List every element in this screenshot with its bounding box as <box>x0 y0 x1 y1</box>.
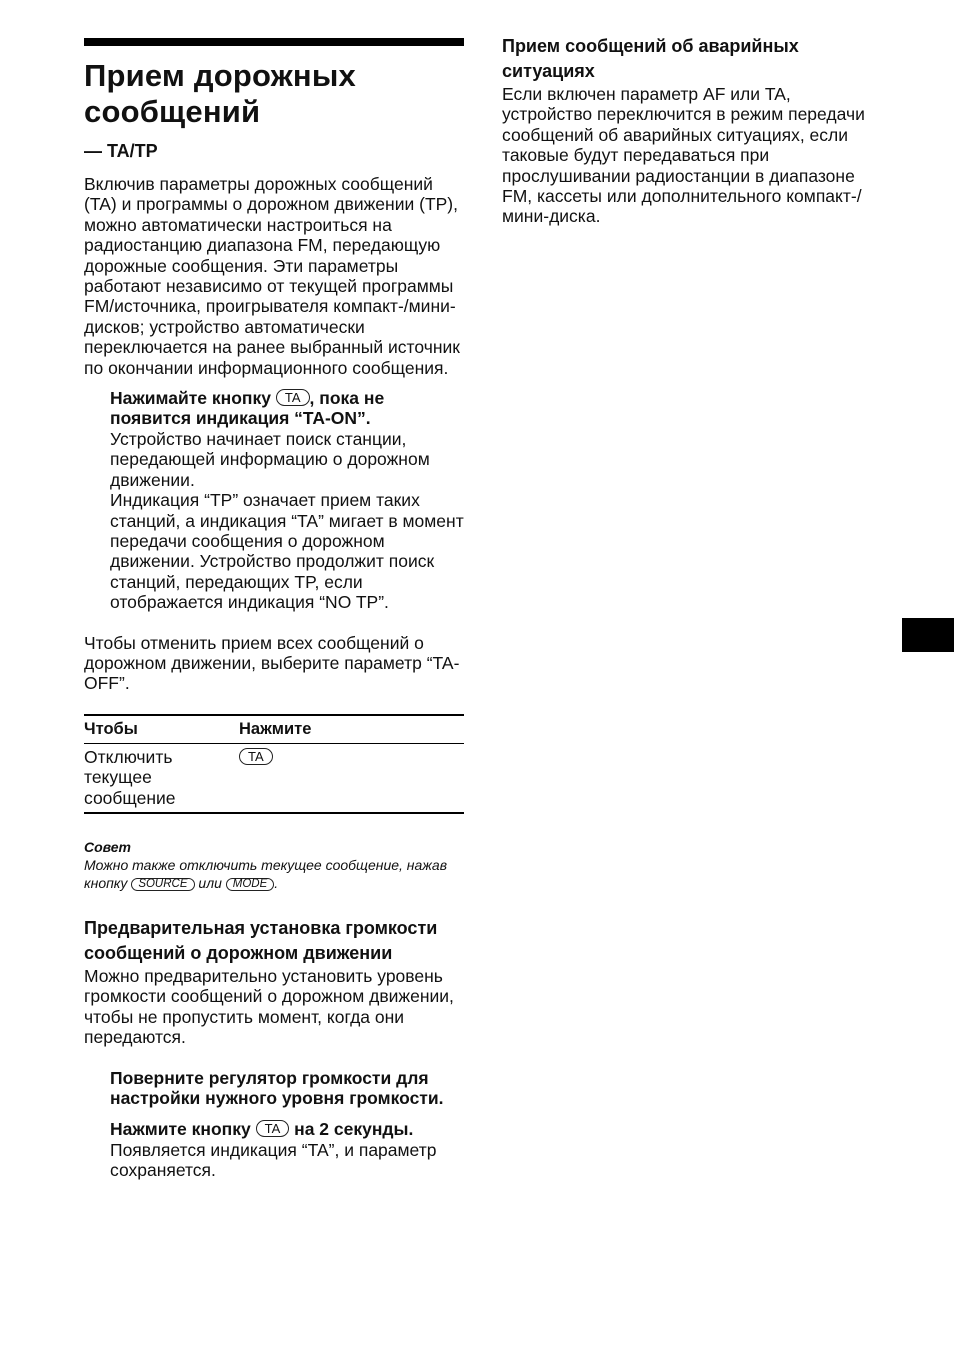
volume-preset-section <box>84 916 464 1181</box>
page-title: Прием дорожных сообщений <box>84 58 356 129</box>
title-rule <box>84 38 464 46</box>
step-title-text: Нажимайте кнопку <box>110 388 271 409</box>
page-subtitle: — TA/TP <box>84 141 158 161</box>
page-tab-marker <box>902 618 954 652</box>
tip-title: Совет <box>84 838 132 855</box>
step-ta-on-text1: Устройство начинает поиск станции, передающей информацию о дорожном движении. <box>110 428 430 490</box>
ta-key: TA <box>239 748 273 765</box>
volume-preset-heading: Предварительная установка громкости сообщений о дорожном движении <box>84 917 438 963</box>
tip-text-part: Можно также отключить текущее сообщение, нажав кнопку <box>84 856 448 891</box>
volume-preset-text: Можно предварительно установить уровень громкости сообщений о дорожном движении, чтобы не пропустить момент, когда они передаются. <box>84 965 454 1048</box>
table-header-row <box>84 715 464 744</box>
step-ta-on-text2: Индикация “TP” означает прием таких станций, а индикация “TA” мигает в момент передачи сообщения о дорожном движении. Устройство продолжит поиск станций, передающих TP, если отображается индикация “NO TP”. <box>110 490 464 613</box>
cancel-paragraph: Чтобы отменить прием всех сообщений о дорожном движении, выберите параметр “TA-OFF”. <box>84 632 460 694</box>
step-ta-on-title <box>110 388 464 429</box>
tip-text-part: или <box>198 874 222 891</box>
step-volume-knob-title: Поверните регулятор громкости для настройки нужного уровня громкости. <box>110 1067 444 1108</box>
source-key: SOURCE <box>131 878 194 891</box>
ta-key: TA <box>256 1120 290 1137</box>
table-header-col1: Чтобы <box>84 715 239 744</box>
table-cell-action: Отключить текущее сообщение <box>84 746 176 808</box>
table-cell-key <box>239 743 464 813</box>
mode-key: MODE <box>226 878 275 891</box>
step-title-text-after: , пока не появится индикация “TA-ON”. <box>110 388 385 429</box>
table-row <box>84 743 464 813</box>
step-press-ta-text: Появляется индикация “TA”, и параметр сохраняется. <box>110 1139 437 1181</box>
ta-key: TA <box>276 389 310 406</box>
step-press-ta-title <box>110 1119 464 1139</box>
tip-text-part: . <box>274 874 279 891</box>
right-column <box>502 34 882 227</box>
step-title-text-after: на 2 секунды. <box>294 1119 414 1140</box>
step-press-ta <box>110 1119 464 1180</box>
step-title-text: Нажмите кнопку <box>110 1119 251 1140</box>
action-table <box>84 714 464 814</box>
step-ta-on <box>110 388 464 612</box>
emergency-text: Если включен параметр AF или TA, устройство переключится в режим передачи сообщений об аварийных ситуациях, если таковые будут передаваться при прослушивании радиостанции в диапазоне FM, кассеты или дополнительного компакт-/мини-диска. <box>502 84 865 227</box>
step-volume-knob <box>110 1068 464 1109</box>
left-column <box>84 38 464 1181</box>
tip-block <box>84 838 464 892</box>
tip-text <box>84 856 464 892</box>
table-header-col2: Нажмите <box>239 715 464 744</box>
intro-paragraph: Включив параметры дорожных сообщений (TA) и программы о дорожном движении (TP), можно автоматически настроиться на радиостанцию диапазона FM, передающую дорожные сообщения. Эти параметры работают независимо от текущей программы FM/источника, проигрывателя компакт-/мини-дисков; устройство автоматически переключается на ранее выбранный источник по окончании информационного сообщения. <box>84 174 460 378</box>
emergency-heading: Прием сообщений об аварийных ситуациях <box>502 36 799 81</box>
